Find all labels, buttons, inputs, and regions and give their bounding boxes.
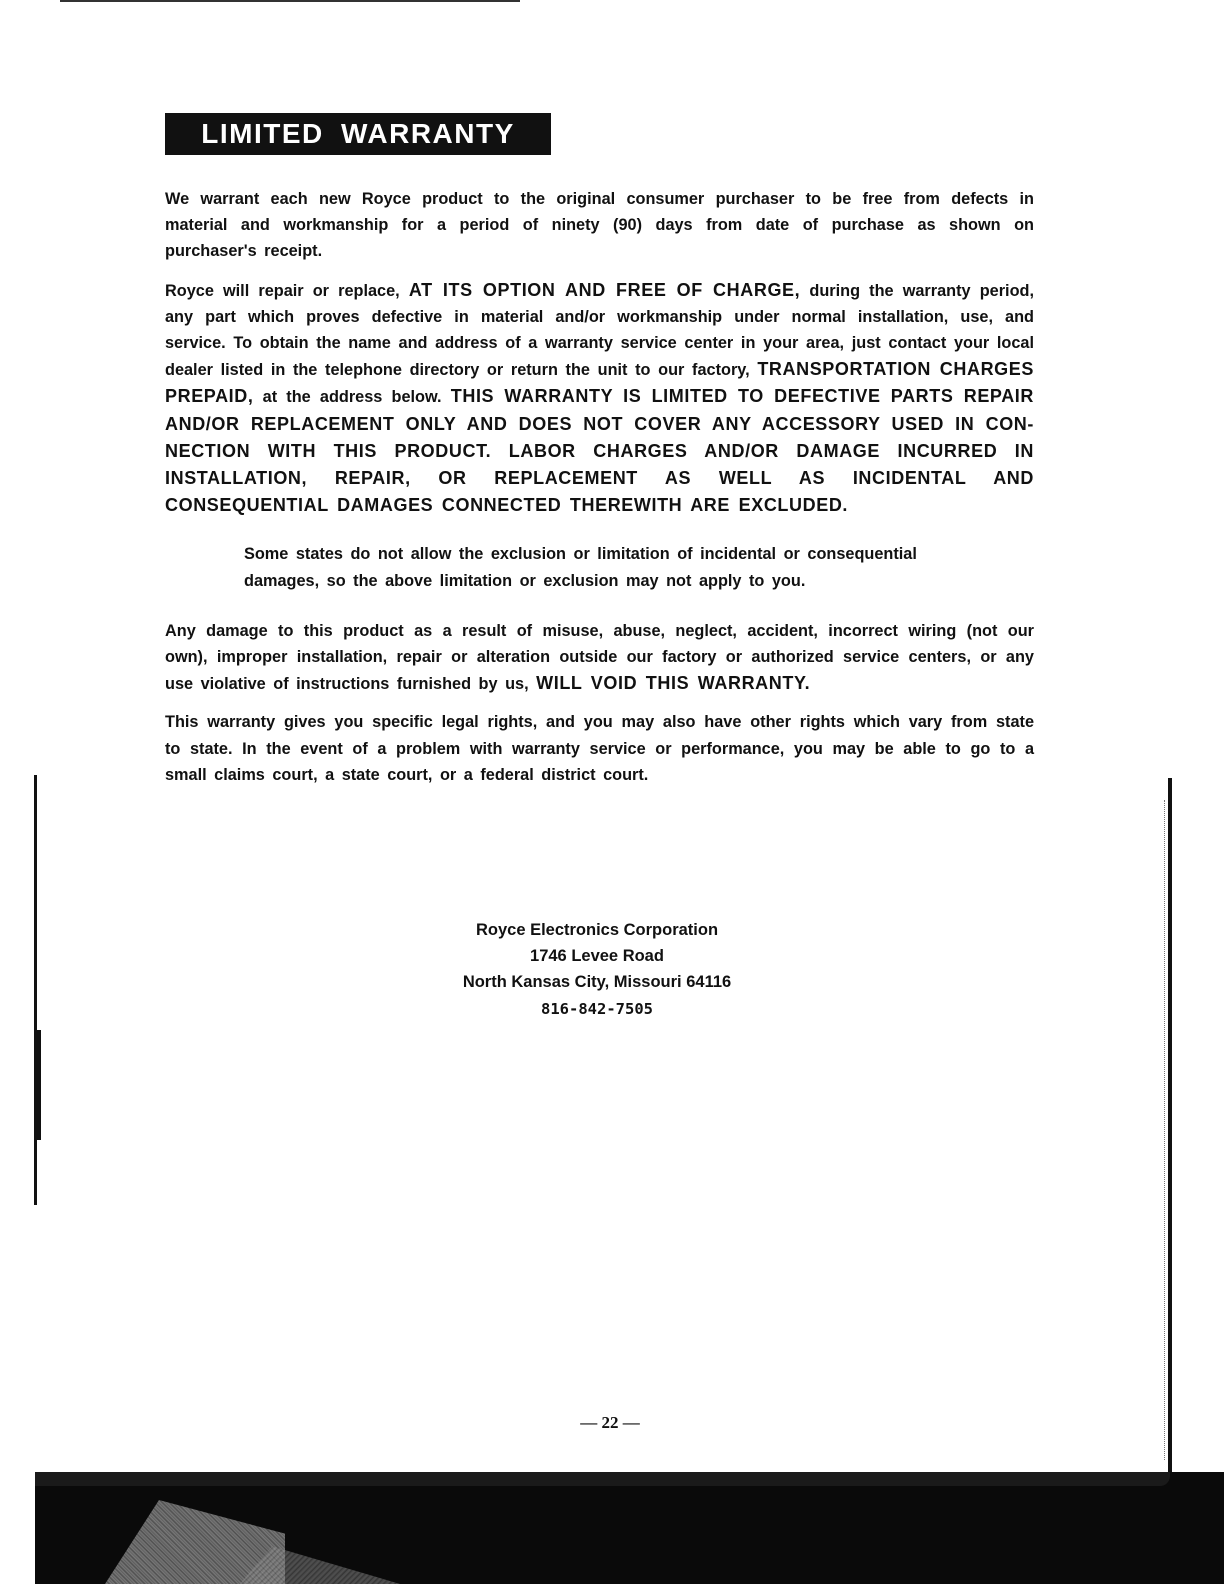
scan-left-edge-mark	[35, 1030, 41, 1140]
paragraph-coverage: We warrant each new Royce product to the original consumer purchaser to be free from defects in material and workmanship for a period of ninety (90) days from date of purchase as shown on purchaser's receipt.	[165, 190, 1034, 261]
company-address	[397, 917, 797, 1022]
top-rule	[60, 0, 520, 2]
city-state-zip: North Kansas City, Missouri 64116	[462, 973, 732, 992]
repair-text-6: THIS WARRANTY IS LIMITED TO DEFECTIVE PARTS REPAIR AND/OR REPLACEMENT ONLY AND DOES NOT COVER ANY ACCESSORY USED IN CON-NECTION WITH THIS PRODUCT. LABOR CHARGES AND/OR DAMAGE INCURRED IN INSTALLATION, REPAIR, OR REPLACEMENT AS WELL AS INCIDENTAL AND CONSEQUENTIAL DAMAGES CONNECTED THEREWITH ARE EXCLUDED.	[165, 386, 1034, 516]
scan-right-dots	[1164, 800, 1166, 1460]
company-name: Royce Electronics Corporation	[475, 921, 719, 939]
paragraph-repair	[165, 277, 1034, 520]
paragraph-void	[165, 618, 1034, 698]
phone-number: 816-842-7505	[541, 999, 653, 1018]
street-address: 1746 Levee Road	[530, 947, 664, 966]
void-text-1: Any damage to this product as a result of misuse, abuse, neglect, accident, incorrect wiring (not our own), improper installation, repair or alteration outside our factory or authorized service centers, or any use violative of instructions furnished by us,	[165, 621, 1034, 694]
repair-text-3: during the warranty period, any part which proves defective in material and/or workmanship under normal installation, use, and service. To obtain the name and address of a warranty service center in your area, just contact your local dealer listed in the telephone directory or return the unit to our factory,	[165, 281, 1034, 380]
page-title: LIMITED WARRANTY	[165, 113, 551, 155]
paragraph-legal-rights: This warranty gives you specific legal rights, and you may also have other rights which vary from state to state. In the event of a problem with warranty service or performance, you may be able to go to a small claims court, a state court, or a federal district court.	[165, 713, 1034, 784]
state-exclusion-note: Some states do not allow the exclusion or limitation of incidental or consequential damages, so the above limitation or exclusion may not apply to you.	[244, 545, 917, 590]
repair-text-1: Royce will repair or replace,	[165, 281, 409, 300]
repair-text-5: at the address below.	[253, 388, 451, 407]
scan-bottom-band-edge	[35, 1472, 1170, 1486]
warranty-body	[165, 186, 1034, 800]
scan-right-edge	[1168, 778, 1172, 1478]
scan-left-edge	[34, 775, 37, 1205]
repair-text-4: TRANSPORTATION CHARGES PREPAID,	[165, 359, 1034, 407]
page-number: — 22 —	[580, 1413, 640, 1432]
repair-text-2: AT ITS OPTION AND FREE OF CHARGE,	[408, 279, 801, 300]
void-text-2: WILL VOID THIS WARRANTY.	[536, 673, 811, 694]
